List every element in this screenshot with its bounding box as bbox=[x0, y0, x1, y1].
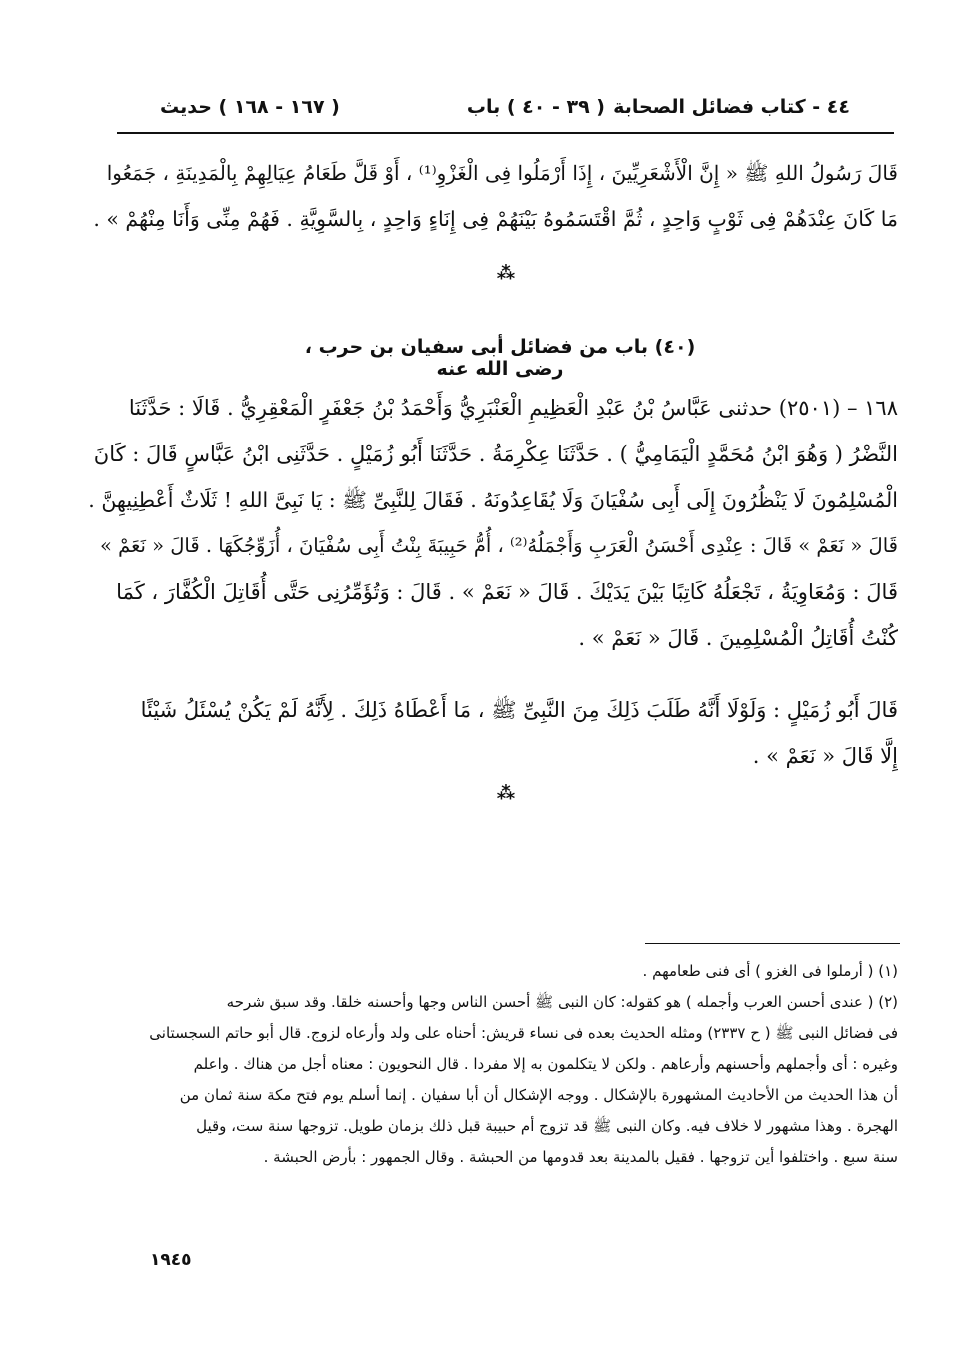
footnote-line: فى فضائل النبى ﷺ ( ح ٢٣٣٧) ومثله الحديث بعده فى نساء قريش: أحناه على ولد وأرعاه لزوج. قال أبو حاتم السجستانى bbox=[149, 1024, 898, 1042]
header-chapter-range: ( ٣٩ - ٤٠ ) باب bbox=[466, 96, 605, 118]
footnote-line: (٢) ( عندى أحسن العرب وأجمله ) هو كقوله: كان النبى ﷺ أحسن الناس وجها وأحسنه خلقا. وقد سبق شرحه bbox=[226, 993, 898, 1011]
header-book-title: ٤٤ - كتاب فضائل الصحابة bbox=[613, 96, 850, 118]
text-line: كُنْتُ أُقَاتِلُ الْمُسْلِمِينَ . قَالَ « نَعَمْ » . bbox=[578, 626, 898, 650]
header-hadith-range: ( ١٦٧ - ١٦٨ ) حديث bbox=[160, 96, 340, 118]
text-line: الْمُسْلِمُونَ لَا يَنْظُرُونَ إِلَى أَبِى سُفْيَانَ وَلَا يُقَاعِدُونَهُ . فَقَالَ لِلنَّبِىِّ ﷺ : يَا نَبِىَّ اللهِ ! ثَلَاثٌ أَعْطِنِيهِنَّ . bbox=[88, 488, 898, 512]
text-line: قَالَ : وَمُعَاوِيَةُ ، تَجْعَلُهُ كَاتِبًا بَيْنَ يَدَيْكَ . قَالَ « نَعَمْ » . قَالَ : وَتُؤَمِّرُنِى حَتَّى أُقَاتِلَ الْكُفَّارَ ، كَمَا bbox=[116, 580, 898, 604]
chapter-title: (٤٠) باب من فضائل أبى سفيان بن حرب ، رضى الله عنه bbox=[304, 336, 696, 380]
footnote-line: وغيره : أى وأجملهم وأحسنهم وأرعاهم . ولكن لا يتكلمون به إلا مفردا . قال النحويون : معناه أجل من هناك . واعلم bbox=[193, 1055, 898, 1073]
text-line: إِلَّا قَالَ « نَعَمْ » . bbox=[752, 744, 898, 768]
page-number: ١٩٤٥ bbox=[150, 1250, 192, 1270]
running-header bbox=[160, 96, 850, 130]
text-line: قَالَ رَسُولُ اللهِ ﷺ « إِنَّ الْأَشْعَرِيِّينَ ، إِذَا أَرْمَلُوا فِى الْغَزْوِ⁽¹⁾ ، أَوْ قَلَّ طَعَامُ عِيَالِهِمْ بِالْمَدِينَةِ ، جَمَعُوا bbox=[106, 161, 898, 185]
text-line: ١٦٨ – (٢٥٠١) حدثنى عَبَّاسُ بْنُ عَبْدِ الْعَظِيمِ الْعَنْبَرِيُّ وَأَحْمَدُ بْنُ جَعْفَرٍ الْمَعْقِرِيُّ . قَالَا : حَدَّثَنَا bbox=[128, 396, 898, 420]
text-line: قَالَ « نَعَمْ » قَالَ : عِنْدِى أَحْسَنُ الْعَرَبِ وَأَجْمَلُهُ⁽²⁾ ، أُمُّ حَبِيبَةَ بِنْتُ أَبِى سُفْيَانَ ، أُزَوِّجُكَهَا . قَالَ « نَعَمْ » bbox=[99, 534, 898, 557]
footnote-line: الهجرة . وهذا مشهور لا خلاف فيه. وكان النبى ﷺ قد تزوج أم حبيبة قبل ذلك بزمان طويل. تزوجها سنة ست، وقيل bbox=[196, 1117, 898, 1135]
hadith-168 bbox=[88, 385, 898, 661]
footnote-divider bbox=[645, 943, 900, 944]
text-line: النَّضْرُ ( وَهُوَ ابْنُ مُحَمَّدٍ الْيَمَامِيُّ ) . حَدَّثَنَا عِكْرِمَةُ . حَدَّثَنَا أَبُو زُمَيْلٍ . حَدَّثَنِى ابْنُ عَبَّاسٍ قَالَ : كَانَ bbox=[93, 442, 898, 466]
section-separator: ⁂ bbox=[496, 263, 516, 284]
text-line: قَالَ أَبُو زُمَيْلٍ : وَلَوْلَا أَنَّهُ طَلَبَ ذَلِكَ مِنَ النَّبِىِّ ﷺ ، مَا أَعْطَاهُ ذَلِكَ . لِأَنَّهُ لَمْ يَكُنْ يُسْئَلُ شَيْئًا bbox=[140, 698, 898, 722]
footnote-line: (١) ( أرملوا فى الغزو ) أى فنى طعامهم . bbox=[642, 962, 898, 980]
text-line: مَا كَانَ عِنْدَهُمْ فِى ثَوْبٍ وَاحِدٍ ، ثُمَّ اقْتَسَمُوهُ بَيْنَهُمْ فِى إِنَاءٍ وَاحِدٍ ، بِالسَّوِيَّةِ . فَهُمْ مِنِّى وَأَنَا مِنْهُمْ » . bbox=[93, 207, 898, 231]
hadith-167-continuation bbox=[88, 150, 898, 242]
hadith-168-remark bbox=[88, 687, 898, 779]
footnote-line: سنة سبع . واختلفوا أين تزوجها . فقيل بالمدينة بعد قدومها من الحبشة . وقال الجمهور : بأرض الحبشة . bbox=[263, 1148, 898, 1166]
header-divider bbox=[117, 132, 894, 134]
footnotes bbox=[88, 956, 898, 1173]
footnote-line: أن هذا الحديث من الأحاديث المشهورة بالإشكال . ووجه الإشكال أن أبا سفيان . إنما أسلم يوم فتح مكة سنة ثمان من bbox=[179, 1086, 898, 1104]
section-separator: ⁂ bbox=[496, 783, 516, 804]
